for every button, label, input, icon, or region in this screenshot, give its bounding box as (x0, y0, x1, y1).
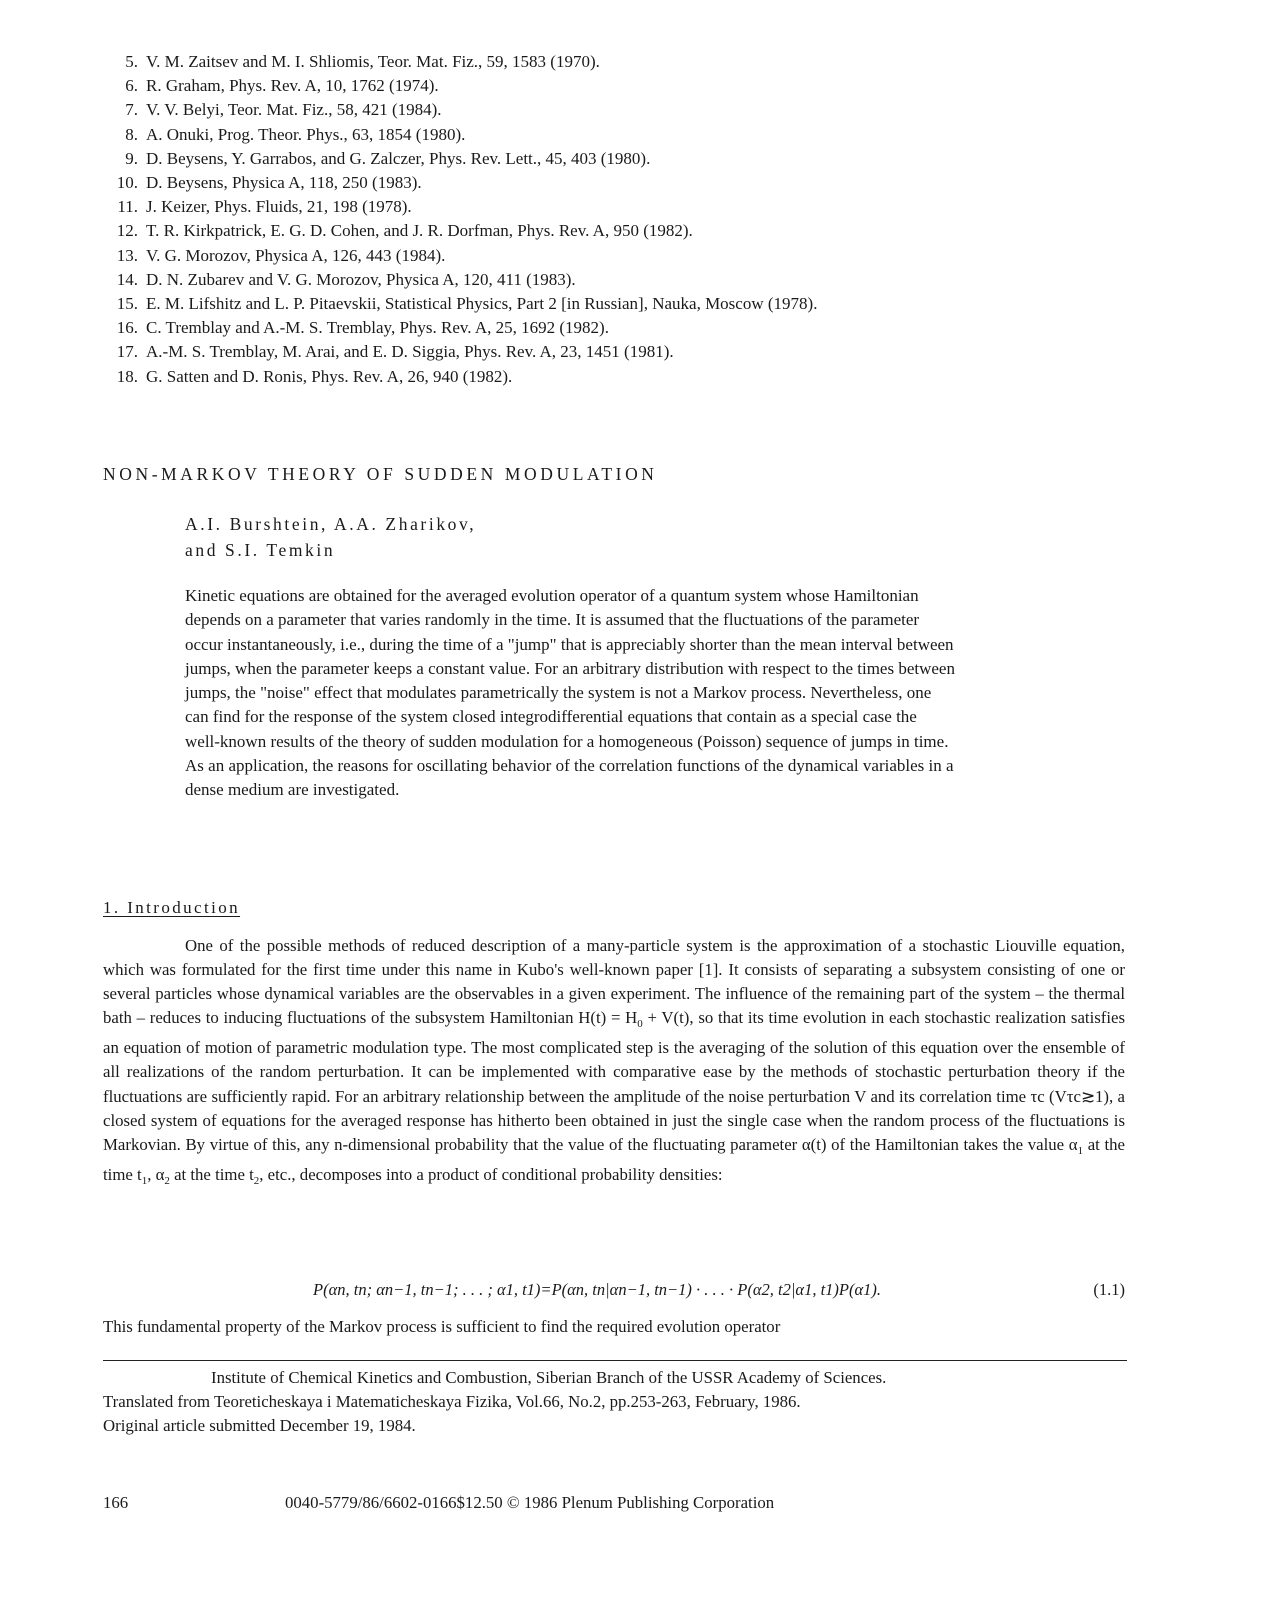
reference-number: 9. (125, 148, 138, 168)
introduction-paragraph (103, 934, 1125, 1193)
reference-item (100, 195, 1160, 219)
translation-line: Translated from Teoreticheskaya i Matematicheskaya Fizika, Vol.66, No.2, pp.253-263, February, 1986. (103, 1392, 801, 1412)
subscript: 1 (1077, 1144, 1084, 1157)
reference-number: 10. (116, 173, 138, 193)
reference-item (100, 123, 1160, 147)
submission-line: Original article submitted December 19, 1984. (103, 1416, 416, 1436)
intro-text: at the time t (169, 1164, 254, 1184)
article-authors (185, 511, 476, 563)
reference-text: V. G. Morozov, Physica A, 126, 443 (1984). (146, 245, 446, 265)
reference-text: T. R. Kirkpatrick, E. G. D. Cohen, and J. R. Dorfman, Phys. Rev. A, 950 (1982). (146, 221, 693, 241)
copyright-line: 0040-5779/86/6602-0166$12.50 © 1986 Plenum Publishing Corporation (285, 1493, 775, 1512)
reference-number: 13. (116, 245, 138, 265)
subscript: 1 (141, 1174, 148, 1187)
reference-text: R. Graham, Phys. Rev. A, 10, 1762 (1974). (146, 76, 439, 96)
reference-text: E. M. Lifshitz and L. P. Pitaevskii, Statistical Physics, Part 2 [in Russian], Nauka, Moscow (1978). (146, 294, 818, 314)
reference-number: 14. (116, 269, 138, 289)
authors-line: and S.I. Temkin (185, 540, 336, 560)
introduction-body (103, 934, 1125, 1193)
reference-text: D. N. Zubarev and V. G. Morozov, Physica A, 120, 411 (1983). (146, 269, 576, 289)
reference-number: 7. (125, 100, 138, 120)
section-heading: 1. Introduction (103, 898, 241, 917)
reference-item (100, 316, 1160, 340)
reference-item (100, 171, 1160, 195)
reference-text: D. Beysens, Physica A, 118, 250 (1983). (146, 173, 422, 193)
reference-text: D. Beysens, Y. Garrabos, and G. Zalczer, Phys. Rev. Lett., 45, 403 (1980). (146, 148, 651, 168)
subscript: 0 (637, 1018, 643, 1031)
abstract-text: Kinetic equations are obtained for the averaged evolution operator of a quantum system whose Hamiltonian depends on a parameter that varies randomly in the time. It is assumed that the fluctuations of the parameter occur instantaneously, i.e., during the time of a "jump" that is appreciably shorter than the mean interval between jumps, when the parameter keeps a constant value. For an arbitrary distribution with respect to the times between jumps, the "noise" effect that modulates parametrically the system is not a Markov process. Nevertheless, one can find for the response of the system closed integrodifferential equations that contain as a special case the well-known results of the theory of sudden modulation for a homogeneous (Poisson) sequence of jumps in time. As an application, the reasons for oscillating behavior of the correlation functions of the dynamical variables in a dense medium are investigated. (185, 586, 955, 800)
reference-number: 16. (116, 318, 138, 338)
reference-item (100, 365, 1160, 389)
reference-number: 17. (116, 342, 138, 362)
reference-item (100, 147, 1160, 171)
reference-number: 11. (117, 197, 138, 217)
reference-number: 12. (116, 221, 138, 241)
reference-number: 15. (116, 294, 138, 314)
affiliation-footnote (103, 1366, 1125, 1439)
equation-body: P(αn, tn; αn−1, tn−1; . . . ; α1, t1)=P(αn, tn|αn−1, tn−1) · . . . · P(α2, t2|α1, t1)P(α1). (313, 1280, 882, 1299)
reference-number: 18. (116, 366, 138, 386)
reference-item (100, 74, 1160, 98)
intro-text: , α (147, 1164, 165, 1184)
subscript: 2 (164, 1174, 170, 1187)
reference-item (100, 50, 1160, 74)
reference-text: A. Onuki, Prog. Theor. Phys., 63, 1854 (1980). (146, 124, 466, 144)
intro-text: at the time t (103, 1134, 1125, 1184)
intro-text: , etc., decomposes into a product of conditional probability densities: (259, 1164, 723, 1184)
reference-number: 5. (125, 52, 138, 71)
reference-text: A.-M. S. Tremblay, M. Arai, and E. D. Siggia, Phys. Rev. A, 23, 1451 (1981). (146, 342, 674, 362)
subscript: 2 (253, 1174, 260, 1187)
reference-item (100, 268, 1160, 292)
authors-line: A.I. Burshtein, A.A. Zharikov, (185, 514, 477, 534)
equation-1-1 (103, 1280, 1125, 1306)
page-number: 166 (103, 1493, 129, 1512)
post-equation-text: This fundamental property of the Markov process is sufficient to find the required evolution operator (103, 1317, 781, 1336)
intro-text: + V(t), so that its time evolution in each stochastic realization satisfies an equation of motion of parametric modulation type. The most complicated step is the averaging of the solution of this equation over the ensemble of all realizations of the random perturbation. It can be implemented with comparative ease by the methods of stochastic perturbation theory if the fluctuations are sufficiently rapid. For an arbitrary relationship between the amplitude of the noise perturbation V and its correlation time τc (Vτc≳1), a closed system of equations for the averaged response has hitherto been obtained in just the single case when the random process of the fluctuations is Markovian. By virtue of this, any n-dimensional probability that the value of the fluctuating parameter α(t) of the Hamiltonian takes the value α (103, 1008, 1125, 1154)
reference-text: V. M. Zaitsev and M. I. Shliomis, Teor. Mat. Fiz., 59, 1583 (1970). (146, 52, 600, 71)
reference-item (100, 244, 1160, 268)
reference-text: G. Satten and D. Ronis, Phys. Rev. A, 26, 940 (1982). (146, 366, 513, 386)
affiliation-line: Institute of Chemical Kinetics and Combustion, Siberian Branch of the USSR Academy of Sciences. (211, 1368, 887, 1387)
reference-text: J. Keizer, Phys. Fluids, 21, 198 (1978). (146, 197, 412, 217)
footnote-divider (103, 1360, 1127, 1361)
intro-text: One of the possible methods of reduced description of a many-particle system is the approximation of a stochastic Liouville equation, which was formulated for the first time under this name in Kubo's well-known paper [1]. It consists of separating a subsystem consisting of one or several particles whose dynamical variables are the observables in a given experiment. The influence of the remaining part of the system – the thermal bath – reduces to inducing fluctuations of the subsystem Hamiltonian H(t) = H (103, 936, 1125, 1028)
reference-list (100, 50, 1160, 389)
abstract (185, 584, 955, 803)
reference-item (100, 98, 1160, 122)
reference-text: V. V. Belyi, Teor. Mat. Fiz., 58, 421 (1984). (146, 100, 442, 120)
reference-number: 8. (125, 124, 138, 144)
reference-item (100, 219, 1160, 243)
equation-number: (1.1) (1093, 1280, 1125, 1299)
reference-number: 6. (125, 76, 138, 96)
reference-text: C. Tremblay and A.-M. S. Tremblay, Phys. Rev. A, 25, 1692 (1982). (146, 318, 609, 338)
article-title: NON-MARKOV THEORY OF SUDDEN MODULATION (103, 464, 658, 484)
reference-item (100, 292, 1160, 316)
reference-item (100, 340, 1160, 364)
